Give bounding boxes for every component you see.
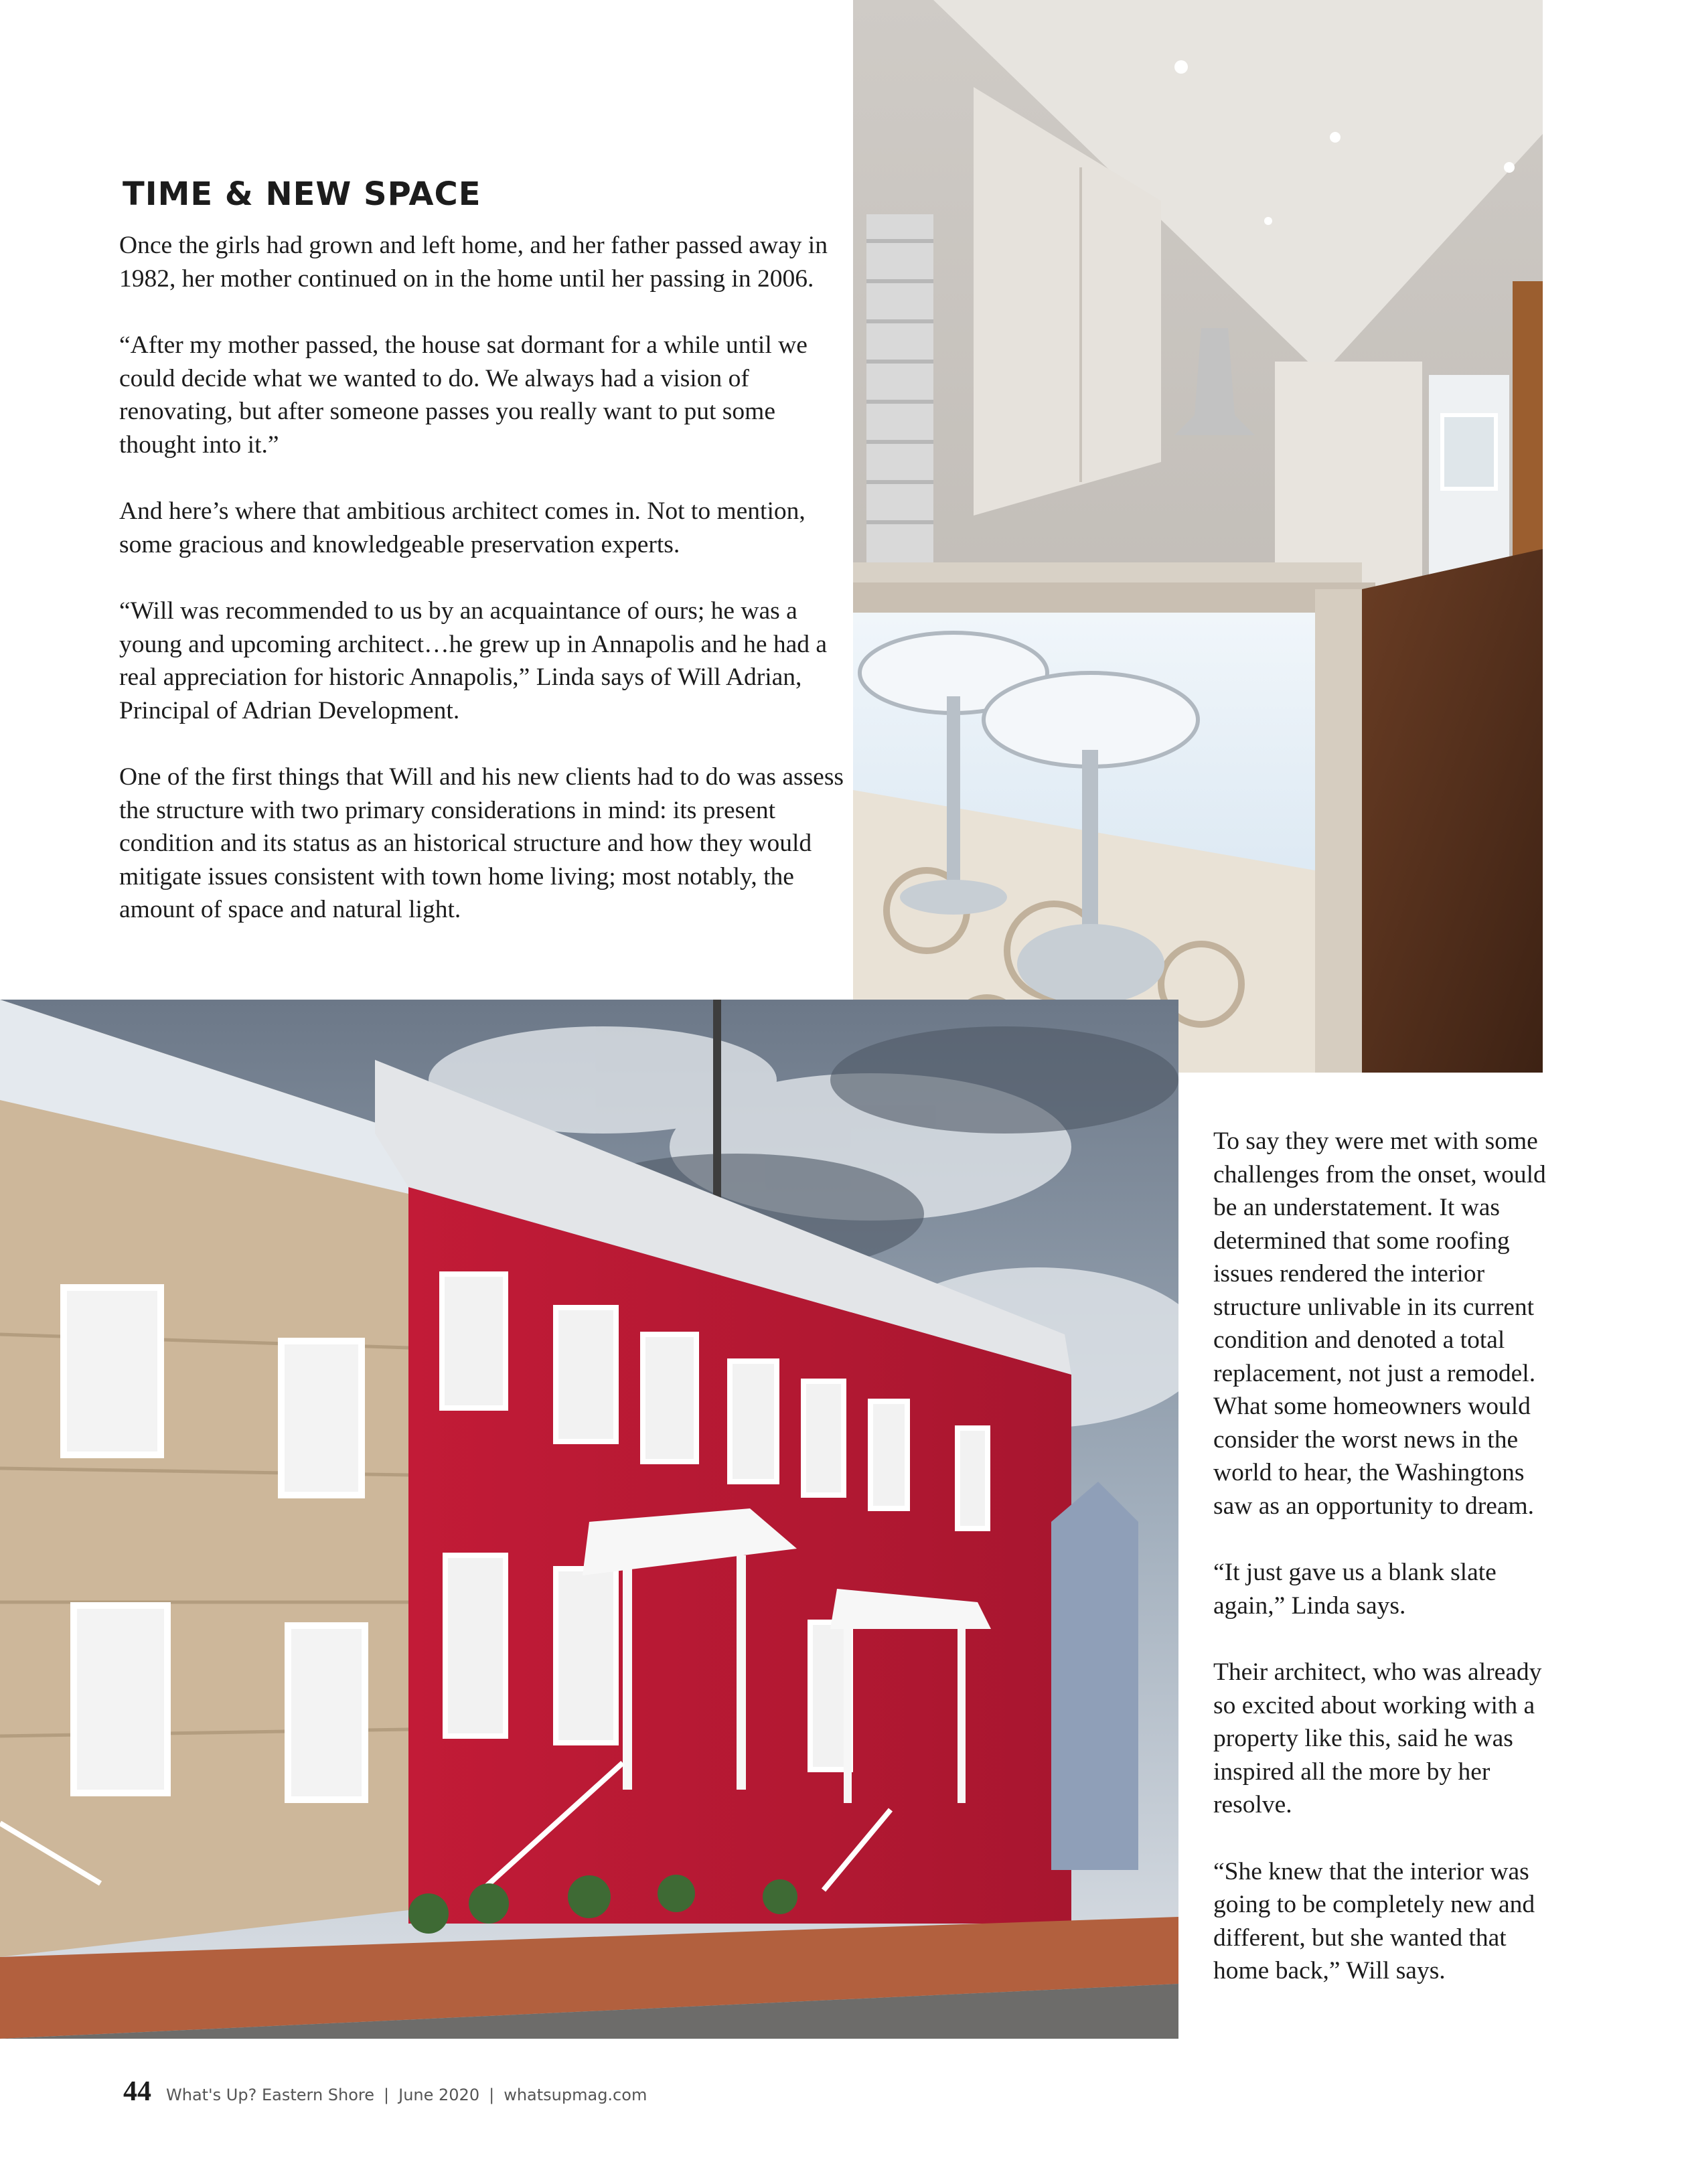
kitchen-photo [853, 0, 1543, 1073]
footer-separator: | [489, 2086, 495, 2104]
paragraph: Their architect, who was already so excited about working with a property like this, said he was inspired all the more by her resolve. [1213, 1658, 1542, 1818]
left-text-column [119, 229, 849, 960]
paragraph: “After my mother passed, the house sat dormant for a while until we could decide what we wanted to do. We always had a vision of renovating, but after someone passes you really want to put some thought into it.” [119, 331, 808, 459]
right-text-column [1213, 1125, 1561, 2021]
paragraph: Once the girls had grown and left home, and her father passed away in 1982, her mother continued on in the home until her passing in 2006. [119, 232, 828, 293]
page-footer [123, 2076, 647, 2109]
footer-separator: | [384, 2086, 390, 2104]
website-link[interactable]: whatsupmag.com [504, 2086, 647, 2104]
paragraph: And here’s where that ambitious architect comes in. Not to mention, some gracious and knowledgeable preservation experts. [119, 497, 806, 558]
paragraph: “Will was recommended to us by an acquaintance of ours; he was a young and upcoming architect…he grew up in Annapolis and he had a real appreciation for historic Annapolis,” Linda says of Will Adrian, Principal of Adrian Development. [119, 597, 828, 724]
paragraph: “She knew that the interior was going to be completely new and different, but she wanted that home back,” Will says. [1213, 1857, 1535, 1984]
page-number: 44 [123, 2076, 151, 2107]
section-heading: TIME & NEW SPACE [123, 175, 481, 213]
publication-name: What's Up? Eastern Shore [166, 2086, 375, 2104]
rowhouse-street-photo [0, 1000, 1178, 2039]
paragraph: To say they were met with some challenges from the onset, would be an understatement. It was determined that some roofing issues rendered the interior structure unlivable in its current condition and denoted a total replacement, not just a remodel. What some homeowners would consider the worst news in the world to hear, the Washingtons saw as an opportunity to dream. [1213, 1127, 1546, 1520]
paragraph: “It just gave us a blank slate again,” Linda says. [1213, 1559, 1497, 1620]
issue-date: June 2020 [398, 2086, 480, 2104]
paragraph: One of the first things that Will and his new clients had to do was assess the structure with two primary considerations in mind: its present condition and its status as an historical structure and how they would mitigate issues consistent with town home living; most notably, the amount of space and natural light. [119, 763, 844, 923]
